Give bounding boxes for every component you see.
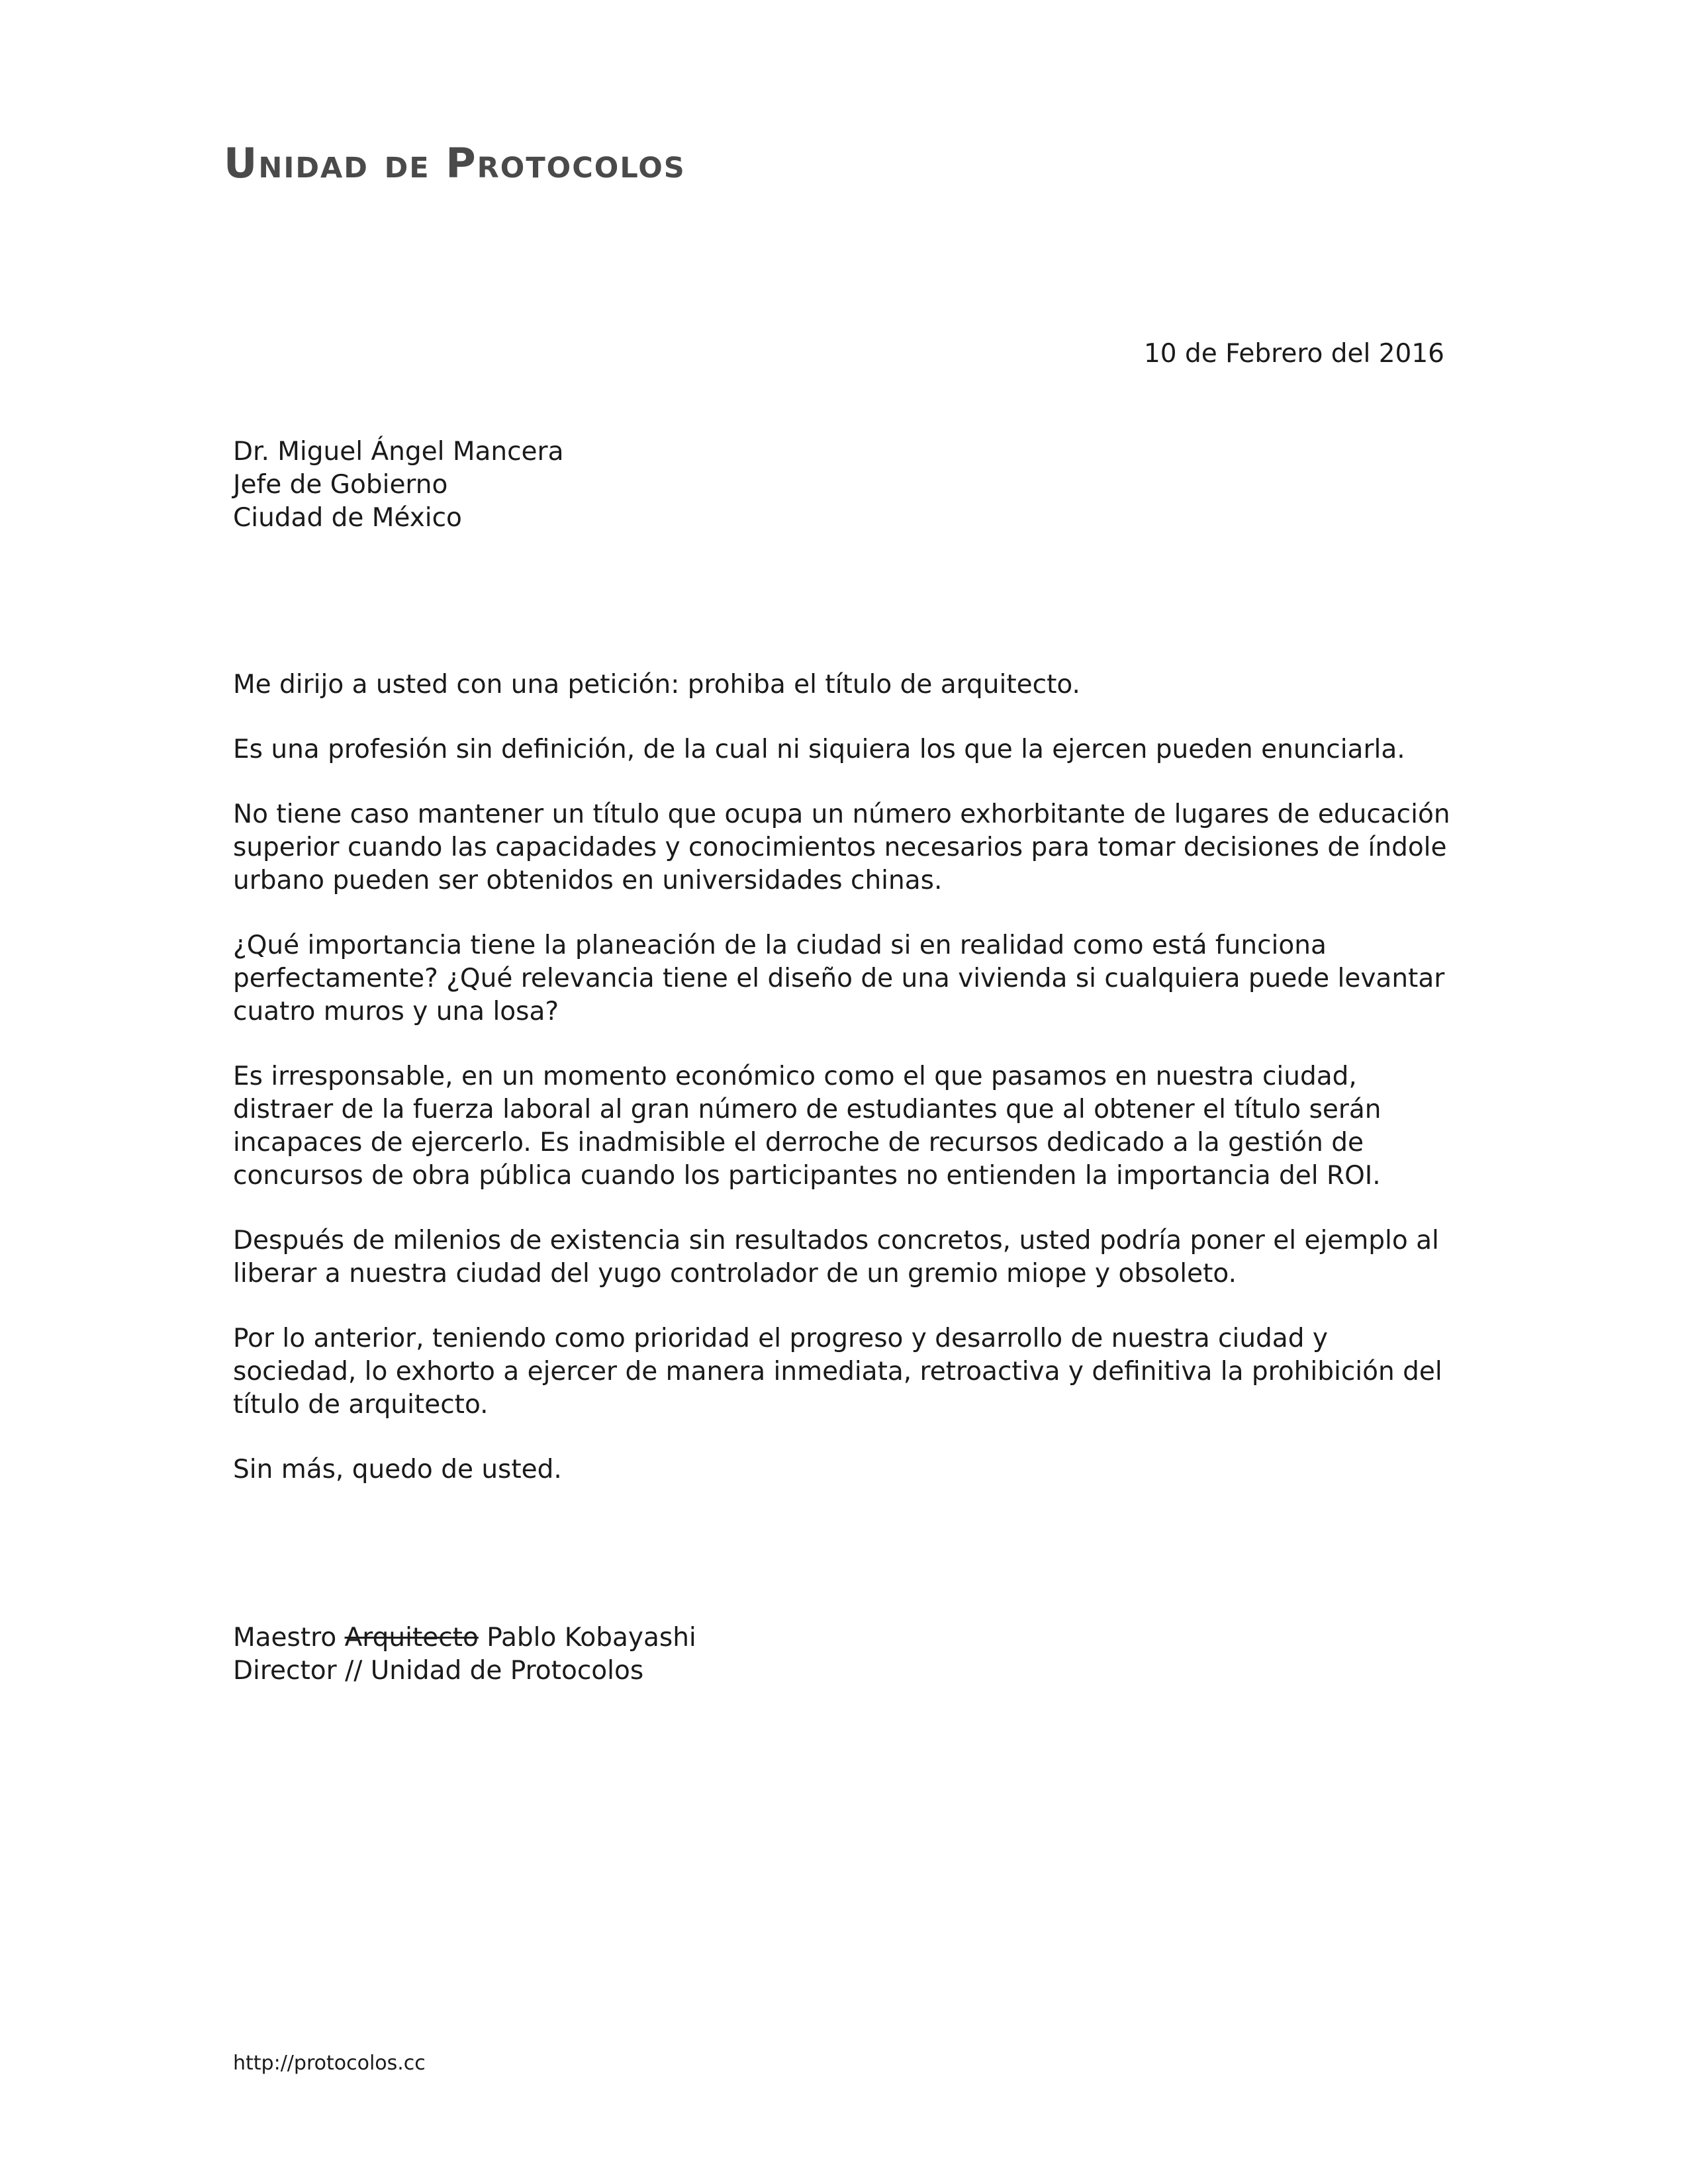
signature-line: [233, 1621, 696, 1655]
footer-url: http://protocolos.cc: [233, 2052, 426, 2075]
body-paragraph: Es una profesión sin definición, de la cual ni siquiera los que la ejercen pueden enunciarla.: [233, 735, 1405, 764]
body-paragraph: Me dirijo a usted con una petición: prohiba el título de arquitecto.: [233, 670, 1080, 700]
signature-block: [233, 1621, 696, 1688]
signer-role: Director // Unidad de Protocolos: [233, 1656, 644, 1686]
recipient-place: Ciudad de México: [233, 503, 462, 533]
letter-body: [233, 668, 1451, 1518]
body-paragraph: Por lo anterior, teniendo como prioridad el progreso y desarrollo de nuestra ciudad y sociedad, lo exhorto a ejercer de manera inmediata, retroactiva y definitiva la prohibición del título de arquitecto.: [233, 1324, 1442, 1420]
recipient-name: Dr. Miguel Ángel Mancera: [233, 437, 564, 467]
signature-prefix: Maestro: [233, 1623, 337, 1653]
body-paragraph: Es irresponsable, en un momento económico como el que pasamos en nuestra ciudad, distraer de la fuerza laboral al gran número de estudiantes que al obtener el título serán incapaces de ejercerlo. Es inadmisible el derroche de recursos dedicado a la gestión de concursos de obra pública cuando los participantes no entienden la importancia del ROI.: [233, 1062, 1382, 1191]
struck-title: Arquitecto: [344, 1623, 479, 1653]
letterhead-brand: Unidad de Protocolos: [224, 139, 686, 187]
recipient-block: [233, 435, 563, 535]
body-paragraph: ¿Qué importancia tiene la planeación de la ciudad si en realidad como está funciona perfectamente? ¿Qué relevancia tiene el diseño de una vivienda si cualquiera puede levantar cuatro muros y una losa?: [233, 931, 1445, 1026]
body-paragraph: Después de milenios de existencia sin resultados concretos, usted podría poner el ejemplo al liberar a nuestra ciudad del yugo controlador de un gremio miope y obsoleto.: [233, 1226, 1439, 1289]
signer-name: Pablo Kobayashi: [487, 1623, 696, 1653]
body-paragraph: No tiene caso mantener un título que ocupa un número exhorbitante de lugares de educación superior cuando las capacidades y conocimientos necesarios para tomar decisiones de índole urbano pueden ser obtenidos en universidades chinas.: [233, 799, 1450, 895]
closing-line: Sin más, quedo de usted.: [233, 1455, 562, 1484]
recipient-title: Jefe de Gobierno: [233, 470, 448, 500]
letter-date: 10 de Febrero del 2016: [1143, 339, 1444, 369]
